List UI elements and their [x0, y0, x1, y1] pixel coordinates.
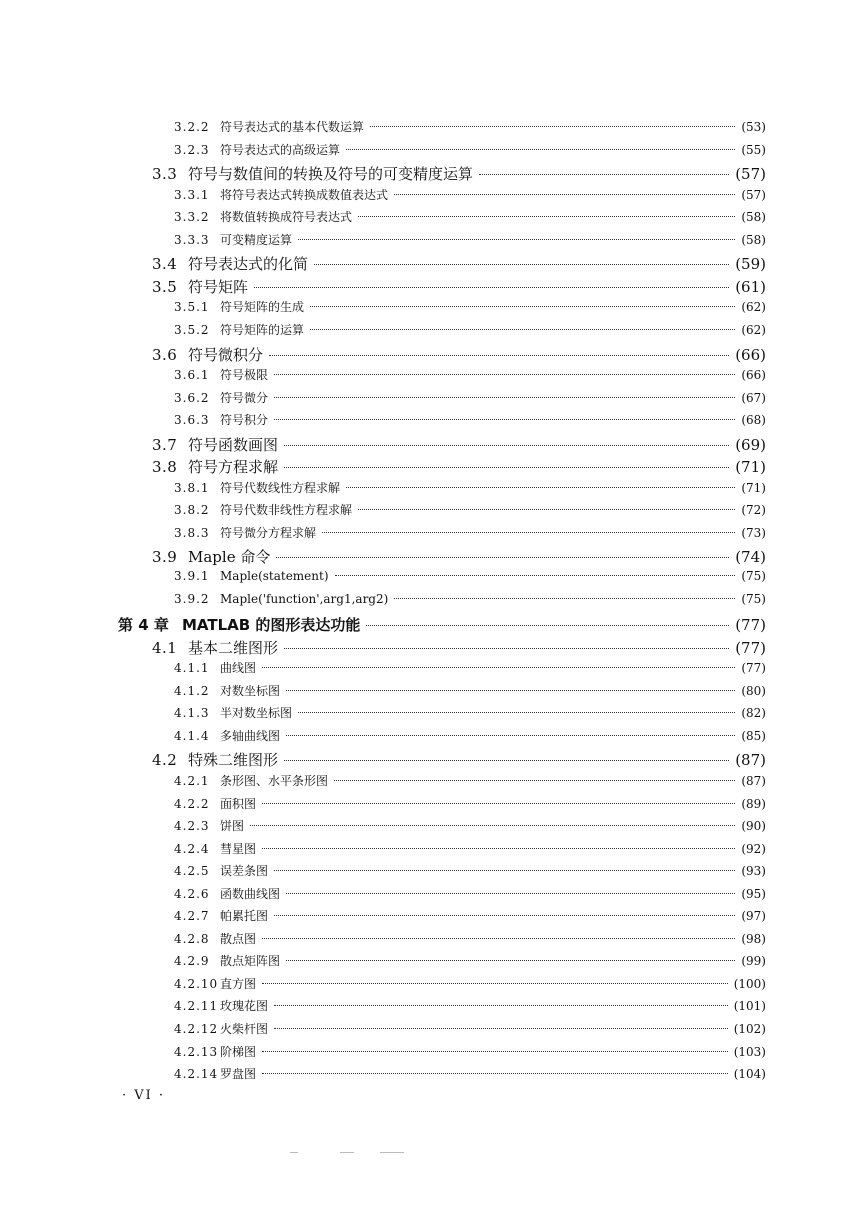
toc-title: 曲线图: [220, 661, 257, 675]
toc-page: (99): [741, 954, 766, 968]
toc-title: 符号微积分: [188, 346, 264, 364]
toc-entry: [174, 952, 766, 974]
toc-title: 饼图: [220, 819, 245, 833]
toc-number: 4.2.9: [174, 954, 210, 968]
toc-entry: [174, 366, 766, 388]
page-number: · VI ·: [122, 1088, 166, 1103]
dot-leader: [394, 598, 735, 599]
toc-number: 3.4: [152, 255, 178, 273]
toc-number: 4.2.1: [174, 774, 210, 788]
dot-leader: [314, 264, 729, 265]
toc-entry: [152, 637, 766, 659]
toc-title: 符号与数值间的转换及符号的可变精度运算: [188, 165, 474, 183]
toc-entry: [174, 840, 766, 862]
dot-leader: [274, 1005, 728, 1006]
toc-number: 3.6: [152, 346, 178, 364]
dot-leader: [274, 397, 735, 398]
toc-title: 符号表达式的化简: [188, 255, 309, 273]
toc-number: 4.2.8: [174, 932, 210, 946]
toc-title: 符号矩阵的生成: [220, 300, 305, 314]
toc-entry: [152, 344, 766, 366]
toc-title: 符号矩阵的运算: [220, 323, 305, 337]
dot-leader: [310, 306, 735, 307]
toc-page: (69): [735, 436, 766, 454]
toc-page: (80): [741, 684, 766, 698]
toc-title: 帕累托图: [220, 909, 269, 923]
toc-number: 4.1.1: [174, 661, 210, 675]
toc-page: (103): [733, 1045, 766, 1059]
toc-page: (58): [741, 210, 766, 224]
toc-entry: [152, 163, 766, 185]
toc-entry: [174, 862, 766, 884]
toc-number: 3.6.2: [174, 391, 210, 405]
toc-title: Maple(statement): [220, 569, 329, 583]
dot-leader: [274, 915, 735, 916]
dot-leader: [250, 825, 735, 826]
dot-leader: [274, 870, 735, 871]
toc-page: (87): [735, 751, 766, 769]
toc-number: 3.5.2: [174, 323, 210, 337]
dot-leader: [274, 419, 735, 420]
scan-speck: [340, 1152, 354, 1153]
toc-title: 符号矩阵: [188, 278, 249, 296]
toc-number: 3.3.1: [174, 188, 210, 202]
dot-leader: [335, 575, 736, 576]
toc-entry: [152, 546, 766, 568]
toc-title: 符号代数非线性方程求解: [220, 503, 353, 517]
toc-page: (85): [741, 729, 766, 743]
dot-leader: [284, 648, 729, 649]
toc-title: 基本二维图形: [188, 639, 279, 657]
toc-entry: [174, 592, 766, 614]
toc-number: 4.2: [152, 751, 178, 769]
toc-number: 3.3.2: [174, 210, 210, 224]
toc-page: (97): [741, 909, 766, 923]
toc-title: 直方图: [220, 977, 257, 991]
toc-title: 符号微分: [220, 391, 269, 405]
toc-entry: [174, 569, 766, 591]
toc-entry: [174, 930, 766, 952]
toc-page: (77): [735, 639, 766, 657]
toc-title: 特殊二维图形: [188, 751, 279, 769]
dot-leader: [284, 467, 729, 468]
toc-entry: [174, 1043, 766, 1065]
toc-page: (68): [741, 413, 766, 427]
toc-page: (82): [741, 706, 766, 720]
toc-number: 3.6.1: [174, 368, 210, 382]
toc-entry: [174, 411, 766, 433]
dot-leader: [276, 557, 729, 558]
toc-title: 符号方程求解: [188, 458, 279, 476]
toc-entry: [174, 1065, 766, 1087]
toc-number: 4.1: [152, 639, 178, 657]
toc-entry: [174, 1020, 766, 1042]
toc-page: (100): [733, 977, 766, 991]
toc-number: 第 4 章: [118, 616, 169, 634]
toc-page: (57): [741, 188, 766, 202]
dot-leader: [370, 126, 735, 127]
toc-entry: [174, 501, 766, 523]
dot-leader: [274, 1028, 728, 1029]
toc-entry: [174, 727, 766, 749]
dot-leader: [346, 487, 735, 488]
toc-page: (62): [741, 323, 766, 337]
dot-leader: [262, 938, 735, 939]
toc-number: 3.8.1: [174, 481, 210, 495]
toc-page: (104): [733, 1067, 766, 1081]
toc-entry: [152, 253, 766, 275]
toc-title: 符号函数画图: [188, 436, 279, 454]
toc-entry: [174, 231, 766, 253]
toc-entry: [174, 524, 766, 546]
toc-title: 彗星图: [220, 842, 257, 856]
toc-entry: [174, 907, 766, 929]
toc-number: 4.1.4: [174, 729, 210, 743]
toc-number: 3.8: [152, 458, 178, 476]
toc-page: (77): [735, 616, 766, 634]
toc-page: (66): [741, 368, 766, 382]
dot-leader: [284, 445, 729, 446]
toc-number: 4.2.4: [174, 842, 210, 856]
toc-number: 3.5: [152, 278, 178, 296]
toc-title: 符号代数线性方程求解: [220, 481, 341, 495]
dot-leader: [479, 174, 729, 175]
dot-leader: [286, 960, 735, 961]
toc-title: 半对数坐标图: [220, 706, 293, 720]
dot-leader: [274, 374, 735, 375]
toc-page: (57): [735, 165, 766, 183]
toc-title: MATLAB 的图形表达功能: [182, 616, 361, 634]
toc-title: 符号表达式的基本代数运算: [220, 120, 365, 134]
dot-leader: [262, 983, 728, 984]
toc-page: (74): [735, 548, 766, 566]
toc-number: 3.5.1: [174, 300, 210, 314]
toc-title: 误差条图: [220, 864, 269, 878]
toc-title: 将符号表达式转换成数值表达式: [220, 188, 389, 202]
toc-entry: [118, 614, 766, 636]
toc-number: 3.7: [152, 436, 178, 454]
toc-entry: [174, 208, 766, 230]
toc-number: 3.2.2: [174, 120, 210, 134]
dot-leader: [366, 625, 729, 626]
toc-title: 符号极限: [220, 368, 269, 382]
toc-entry: [174, 389, 766, 411]
toc-page: (98): [741, 932, 766, 946]
toc-number: 4.2.12: [174, 1022, 219, 1036]
toc-title: 将数值转换成符号表达式: [220, 210, 353, 224]
toc-page: (87): [741, 774, 766, 788]
toc-page: (92): [741, 842, 766, 856]
toc-entry: [152, 456, 766, 478]
toc-title: 罗盘图: [220, 1067, 257, 1081]
toc-entry: [174, 479, 766, 501]
toc-page: (53): [741, 120, 766, 134]
dot-leader: [262, 667, 735, 668]
toc-entry: [152, 434, 766, 456]
toc-number: 3.6.3: [174, 413, 210, 427]
toc-number: 4.2.14: [174, 1067, 219, 1081]
dot-leader: [262, 1073, 728, 1074]
dot-leader: [394, 194, 735, 195]
toc-entry: [174, 141, 766, 163]
toc-page: (101): [733, 999, 766, 1013]
toc-number: 3.9.2: [174, 592, 210, 606]
toc-entry: [174, 682, 766, 704]
toc-title: 面积图: [220, 797, 257, 811]
toc-entry: [174, 975, 766, 997]
toc-number: 3.9: [152, 548, 178, 566]
toc-page: (75): [741, 569, 766, 583]
toc-page: (77): [741, 661, 766, 675]
toc-page: (95): [741, 887, 766, 901]
toc-number: 3.3.3: [174, 233, 210, 247]
toc-entry: [174, 186, 766, 208]
toc-number: 4.2.3: [174, 819, 210, 833]
toc-page: (72): [741, 503, 766, 517]
dot-leader: [298, 239, 735, 240]
dot-leader: [310, 329, 735, 330]
toc-page: (93): [741, 864, 766, 878]
toc-number: 4.1.2: [174, 684, 210, 698]
toc-title: 函数曲线图: [220, 887, 281, 901]
toc-entry: [174, 298, 766, 320]
toc-title: 对数坐标图: [220, 684, 281, 698]
toc-number: 4.2.5: [174, 864, 210, 878]
toc-title: 可变精度运算: [220, 233, 293, 247]
toc-title: 符号积分: [220, 413, 269, 427]
toc-page: (90): [741, 819, 766, 833]
toc-number: 4.1.3: [174, 706, 210, 720]
toc-page: (62): [741, 300, 766, 314]
toc-page: (59): [735, 255, 766, 273]
toc-entry: [174, 321, 766, 343]
toc-page: (89): [741, 797, 766, 811]
scan-speck: [290, 1152, 298, 1153]
toc-title: Maple 命令: [188, 548, 271, 566]
toc-entry: [152, 749, 766, 771]
toc-entry: [152, 276, 766, 298]
dot-leader: [286, 735, 735, 736]
toc-entry: [174, 118, 766, 140]
dot-leader: [346, 149, 735, 150]
toc-page: (61): [735, 278, 766, 296]
toc-page: (73): [741, 526, 766, 540]
toc-page: (71): [735, 458, 766, 476]
toc-number: 3.8.2: [174, 503, 210, 517]
scan-speck: [380, 1152, 404, 1153]
toc-title: Maple('function',arg1,arg2): [220, 592, 389, 606]
dot-leader: [269, 355, 729, 356]
toc-title: 火柴杆图: [220, 1022, 269, 1036]
toc-page: (71): [741, 481, 766, 495]
dot-leader: [254, 287, 729, 288]
toc-entry: [174, 659, 766, 681]
dot-leader: [334, 780, 735, 781]
toc-entry: [174, 817, 766, 839]
dot-leader: [322, 532, 735, 533]
toc-number: 3.9.1: [174, 569, 210, 583]
toc-title: 散点图: [220, 932, 257, 946]
dot-leader: [358, 216, 735, 217]
dot-leader: [284, 760, 729, 761]
toc-title: 多轴曲线图: [220, 729, 281, 743]
toc-number: 4.2.6: [174, 887, 210, 901]
toc-entry: [174, 885, 766, 907]
dot-leader: [358, 509, 735, 510]
dot-leader: [262, 803, 735, 804]
toc-number: 3.8.3: [174, 526, 210, 540]
toc-title: 条形图、水平条形图: [220, 774, 329, 788]
toc-page: (102): [733, 1022, 766, 1036]
dot-leader: [262, 1051, 728, 1052]
dot-leader: [286, 690, 735, 691]
toc-number: 3.2.3: [174, 143, 210, 157]
toc-title: 阶梯图: [220, 1045, 257, 1059]
toc-page: (67): [741, 391, 766, 405]
toc-page: (55): [741, 143, 766, 157]
toc-entry: [174, 704, 766, 726]
toc-title: 符号微分方程求解: [220, 526, 317, 540]
dot-leader: [298, 712, 735, 713]
toc-entry: [174, 772, 766, 794]
dot-leader: [262, 848, 735, 849]
toc-title: 玫瑰花图: [220, 999, 269, 1013]
toc-number: 4.2.2: [174, 797, 210, 811]
toc-entry: [174, 997, 766, 1019]
toc-number: 4.2.10: [174, 977, 219, 991]
toc-number: 4.2.13: [174, 1045, 219, 1059]
toc-title: 符号表达式的高级运算: [220, 143, 341, 157]
dot-leader: [286, 893, 735, 894]
toc-number: 4.2.11: [174, 999, 219, 1013]
toc-number: 3.3: [152, 165, 178, 183]
toc-title: 散点矩阵图: [220, 954, 281, 968]
toc-number: 4.2.7: [174, 909, 210, 923]
toc-entry: [174, 795, 766, 817]
toc-page: (75): [741, 592, 766, 606]
toc-page: (58): [741, 233, 766, 247]
toc-page: (66): [735, 346, 766, 364]
